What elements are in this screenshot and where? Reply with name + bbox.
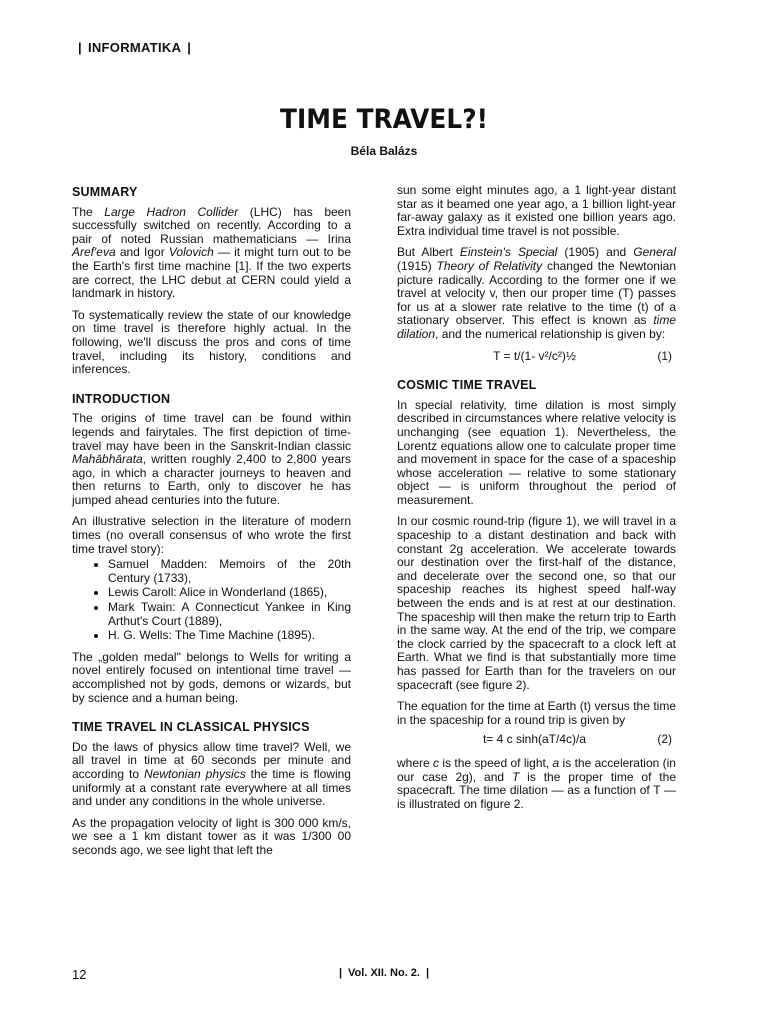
summary-paragraph-2: To systematically review the state of our knowledge on time travel is therefore highly actual. In the following, we'll discuss the pros and cons of time travel, including its history, conditions and inferences. — [72, 307, 351, 377]
list-item: • Mark Twain: A Connecticut Yankee in King Arthut's Court (1889), — [108, 601, 351, 628]
list-item: • Samuel Madden: Memoirs of the 20th Century (1733), — [108, 558, 351, 585]
equation-2 — [397, 733, 676, 747]
header-bar-left: | — [78, 40, 82, 55]
works-list — [72, 558, 351, 643]
journal-header — [72, 40, 197, 55]
classical-paragraph-1: Do the laws of physics allow time travel? Well, we all travel in time at 60 seconds per minute and according to Newtonian physics the time is flowing uniformly at a constant rate everywhere at all times and under any conditions in the whole universe. — [72, 739, 351, 809]
classical-paragraph-3: sun some eight minutes ago, a 1 light-year distant star as it beamed one year ago, a 1 billion light-year far-away galaxy as it existed one billion years ago. Extra individual time travel is not possible. — [397, 183, 676, 238]
left-column — [72, 184, 351, 866]
page-number: 12 — [72, 967, 87, 982]
article-title: TIME TRAVEL?! — [280, 104, 488, 135]
volume-footer — [0, 967, 768, 979]
introduction-paragraph-2: An illustrative selection in the literature of modern times (no overall consensus of who wrote the first time travel story): — [72, 514, 351, 556]
summary-paragraph-1: The Large Hadron Collider (LHC) has been successfully switched on recently. According to a pair of noted Russian mathematicians — Irina Aref'eva and Igor Volovich — it might turn out to be the Earth's first time machine [1]. If the two experts are correct, the LHC debut at CERN could yield a landmark in history. — [72, 204, 352, 301]
introduction-paragraph-1: The origins of time travel can be found within legends and fairytales. The first depiction of time-travel may have been in the Sanskrit-Indian classic Mahābhārata, written roughly 2,400 to 2,800 years ago, in which a character journeys to heaven and then returns to Earth, only to discover he has jumped ahead centuries into the future. — [72, 411, 351, 507]
list-item: • Lewis Caroll: Alice in Wonderland (1865), — [108, 586, 351, 600]
equation-1-formula: T = t/(1- v²/c²)½ — [493, 348, 576, 363]
summary-heading: SUMMARY — [72, 185, 138, 199]
header-section: INFORMATIKA — [87, 40, 182, 55]
cosmic-paragraph-2: In our cosmic round-trip (figure 1), we will travel in a spaceship to a distant destination and back with constant 2g acceleration. We accelerate towards our destination over the first-half of the distance, and decelerate over the second one, so that our spaceship reaches its highest speed half-way between the ends and is at rest at our destination. The spaceship will then make the return trip to Earth in the same way. At the end of the trip, we compare the clock carried by the spacecraft to a clock left at Earth. What we find is that substantially more time has passed for Earth than for the travelers on our spacecraft (see figure 2). — [397, 514, 676, 692]
cosmic-paragraph-3: The equation for the time at Earth (t) versus the time in the spaceship for a round trip is given by — [397, 699, 676, 727]
equation-1-number: (1) — [657, 348, 672, 363]
article-author: Béla Balázs — [350, 144, 418, 158]
right-column — [397, 184, 676, 819]
volume-label: Vol. XII. No. 2. — [348, 967, 420, 979]
footer-bar-right: | — [425, 967, 430, 979]
classical-paragraph-4: But Albert Einstein's Special (1905) and General (1915) Theory of Relativity changed the Newtonian picture radically. According to the former one if we travel at velocity v, then our proper time (T) passes for us at a slower rate relative to the time (t) of a stationary observer. This effect is known as time dilation, and the numerical relationship is given by: — [397, 245, 676, 341]
equation-2-formula: t= 4 c sinh(aT/4c)/a — [482, 732, 587, 747]
cosmic-paragraph-1: In special relativity, time dilation is most simply described in circumstances where relative velocity is unchanging (see equation 1). Nevertheless, the Lorentz equations allow one to calculate proper time and movement in space for the case of a spaceship whose acceleration — relative to some stationary object — is uniform throughout the period of measurement. — [397, 397, 676, 507]
list-item: • H. G. Wells: The Time Machine (1895). — [108, 629, 351, 643]
equation-2-number: (2) — [657, 732, 672, 747]
cosmic-paragraph-4: where c is the speed of light, a is the acceleration (in our case 2g), and T is the proper time of the spacecraft. The time dilation — as a function of T — is illustrated on figure 2. — [397, 755, 676, 811]
classical-physics-heading: TIME TRAVEL IN CLASSICAL PHYSICS — [72, 720, 310, 735]
header-bar-right: | — [187, 40, 192, 55]
introduction-heading: INTRODUCTION — [72, 391, 171, 406]
cosmic-heading: COSMIC TIME TRAVEL — [397, 378, 537, 393]
introduction-paragraph-3: The „golden medal" belongs to Wells for writing a novel entirely focused on intentional time travel — accomplished not by gods, demons or wizards, but by science and a human being. — [72, 649, 351, 705]
footer-bar-left: | — [338, 967, 343, 979]
classical-paragraph-2: As the propagation velocity of light is 300 000 km/s, we see a 1 km distant tower as it was 1/300 00 seconds ago, we see light that left the — [72, 815, 351, 857]
equation-1 — [397, 350, 676, 364]
